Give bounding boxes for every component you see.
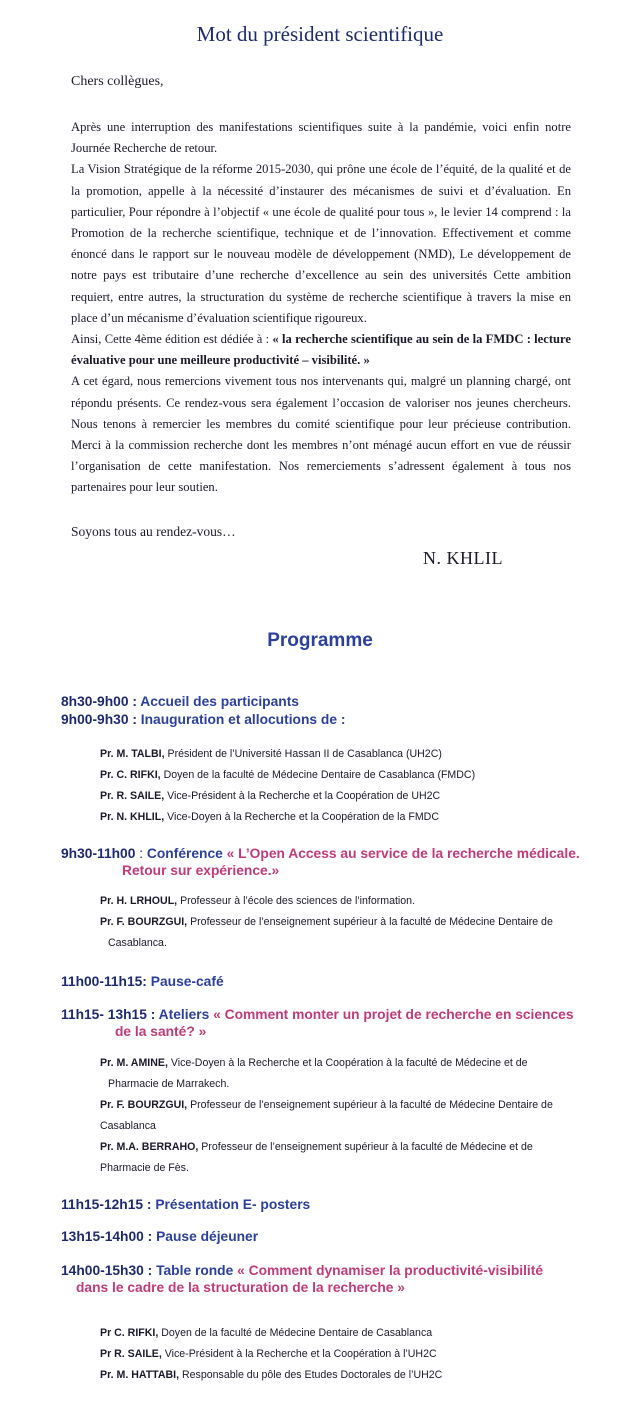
greeting: Chers collègues,: [71, 74, 164, 89]
slot-activity: Ateliers: [158, 1007, 210, 1022]
slot-activity: Présentation E- posters: [155, 1197, 311, 1212]
slot-time: 9h00-9h30 :: [61, 712, 137, 727]
speaker-name: Pr. F. BOURZGUI,: [100, 916, 188, 928]
message-paragraph-3: [71, 329, 571, 371]
schedule-slot: [61, 712, 345, 727]
speaker-role: Vice-Doyen à la Recherche et la Coopération à la faculté de Médecine et de: [170, 1057, 528, 1069]
speaker-role: Professeur à l’école des sciences de l’information.: [180, 895, 416, 907]
speaker-entry: [100, 912, 580, 933]
speaker-role: Responsable du pôle des Etudes Doctorales de l’UH2C: [182, 1369, 443, 1381]
slot-topic: « Comment monter un projet de recherche en sciences: [213, 1007, 574, 1022]
slot-time: 11h00-11h15:: [61, 974, 147, 989]
slot-activity: Inauguration et allocutions de :: [140, 712, 346, 727]
slot-topic-continued: de la santé? »: [115, 1024, 207, 1039]
speaker-role: Professeur de l’enseignement supérieur à la faculté de Médecine Dentaire de: [190, 1099, 553, 1111]
speaker-role: Professeur de l’enseignement supérieur à la faculté de Médecine et de: [201, 1141, 533, 1153]
speaker-entry: [100, 765, 580, 786]
slot-time: 9h30-11h00: [61, 846, 136, 861]
speaker-name: Pr. N. KHLIL,: [100, 811, 165, 823]
slot-activity: Accueil des participants: [140, 694, 299, 709]
slot-activity: Pause-café: [150, 974, 224, 989]
slot-time: 14h00-15h30 :: [61, 1263, 153, 1278]
speaker-name: Pr. M. AMINE,: [100, 1057, 168, 1069]
schedule-slot: [61, 1263, 543, 1278]
speaker-entry: [100, 786, 580, 807]
slot-time: 11h15- 13h15 :: [61, 1007, 156, 1022]
schedule-slot: [61, 1197, 310, 1212]
slot-activity: Table ronde: [156, 1263, 234, 1278]
speaker-list-inauguration: [100, 744, 580, 828]
speaker-entry: [100, 1323, 580, 1344]
schedule-slot: [61, 974, 224, 989]
programme-title: Programme: [267, 630, 373, 651]
speaker-name: Pr. M. TALBI,: [100, 748, 165, 760]
speaker-name: Pr. C. RIFKI,: [100, 769, 161, 781]
speaker-role: Professeur de l’enseignement supérieur à la faculté de Médecine Dentaire de: [190, 916, 553, 928]
signature: N. KHLIL: [423, 548, 503, 568]
speaker-role: Vice-Président à la Recherche et la Coopération à l’UH2C: [164, 1348, 437, 1360]
speaker-entry: [100, 807, 580, 828]
schedule-slot: [61, 1007, 574, 1022]
slot-topic-continued: dans le cadre de la structuration de la recherche »: [76, 1280, 405, 1295]
speaker-role: Vice-Doyen à la Recherche et la Coopération de la FMDC: [167, 811, 439, 823]
speaker-entry: [100, 891, 580, 912]
speaker-role-continued: Casablanca: [100, 1120, 156, 1132]
speaker-role-continued: Casablanca.: [108, 937, 167, 949]
speaker-role: Président de l’Université Hassan II de Casablanca (UH2C): [167, 748, 442, 760]
paragraph-3-intro: Ainsi, Cette 4ème édition est dédiée à :: [71, 332, 270, 347]
edition-theme: « la recherche scientifique au sein de la FMDC : lecture évaluative pour une meilleure productivité – visibilité. »: [71, 332, 571, 368]
slot-topic: « Comment dynamiser la productivité-visibilité: [237, 1263, 544, 1278]
speaker-name: Pr. M.A. BERRAHO,: [100, 1141, 199, 1153]
speaker-list-ateliers: [100, 1053, 580, 1179]
schedule-slot: [61, 694, 299, 709]
speaker-name: Pr C. RIFKI,: [100, 1327, 159, 1339]
speaker-entry: [100, 744, 580, 765]
slot-time: 13h15-14h00 :: [61, 1229, 153, 1244]
slot-time: 11h15-12h15 :: [61, 1197, 152, 1212]
schedule-slot: 9h30-11h00 : Conférence « L’Open Access au service de la recherche médicale.: [61, 846, 580, 861]
president-message: [71, 117, 571, 499]
speaker-role: Doyen de la faculté de Médecine Dentaire de Casablanca (FMDC): [163, 769, 476, 781]
speaker-list-conference: [100, 891, 580, 954]
closing-line: Soyons tous au rendez-vous…: [71, 524, 236, 539]
schedule-slot: [61, 1229, 258, 1244]
message-paragraph-2: La Vision Stratégique de la réforme 2015-2030, qui prône une école de l’équité, de la qualité et de la promotion, appelle à la nécessité d’instaurer des mécanismes de suivi et d’évaluation. En particulier, Pour répondre à l’objectif « une école de qualité pour tous », le levier 14 comprend : la Promotion de la recherche scientifique, technique et de l’innovation. Effectivement et comme énoncé dans le rapport sur le nouveau modèle de développement (NMD), Le développement de notre pays est tributaire d’une recherche d’excellence au sein des universités Cette ambition requiert, entre autres, la structuration du système de recherche scientifique à travers la mise en place d’un mécanisme d’évaluation scientifique rigoureux.: [71, 162, 571, 325]
speaker-entry: [100, 1344, 580, 1365]
page-title: Mot du président scientifique: [196, 22, 444, 46]
speaker-role: Doyen de la faculté de Médecine Dentaire de Casablanca: [161, 1327, 433, 1339]
speaker-entry: [100, 1137, 580, 1158]
message-paragraph-4: A cet égard, nous remercions vivement tous nos intervenants qui, malgré un planning chargé, ont répondu présents. Ce rendez-vous sera également l’occasion de valoriser nos jeunes chercheurs. Nous tenons à remercier les membres du comité scientifique pour leur précieuse contribution. Merci à la commission recherche dont les membres n’ont ménagé aucun effort en vue de réussir l’organisation de cette manifestation. Nos remerciements s’adressent également à tous nos partenaires pour leur soutien.: [71, 374, 571, 495]
speaker-role-continued: Pharmacie de Fès.: [100, 1162, 189, 1174]
speaker-name: Pr. M. HATTABI,: [100, 1369, 180, 1381]
speaker-name: Pr. R. SAILE,: [100, 790, 165, 802]
speaker-name: Pr. F. BOURZGUI,: [100, 1099, 188, 1111]
speaker-role: Vice-Président à la Recherche et la Coopération de UH2C: [167, 790, 441, 802]
speaker-name: Pr. H. LRHOUL,: [100, 895, 178, 907]
slot-activity: Conférence: [146, 846, 223, 861]
slot-activity: Pause déjeuner: [156, 1229, 259, 1244]
speaker-entry: [100, 1095, 580, 1116]
slot-time: 8h30-9h00 :: [61, 694, 137, 709]
slot-topic: « L’Open Access au service de la recherche médicale.: [226, 846, 580, 861]
message-paragraph-1: Après une interruption des manifestations scientifiques suite à la pandémie, voici enfin notre Journée Recherche de retour.: [71, 120, 571, 156]
slot-topic-continued: Retour sur expérience.»: [122, 863, 280, 878]
speaker-role-continued: Pharmacie de Marrakech.: [108, 1078, 230, 1090]
speaker-entry: [100, 1053, 580, 1074]
speaker-entry: [100, 1365, 580, 1386]
speaker-list-table-ronde: [100, 1323, 580, 1386]
speaker-name: Pr R. SAILE,: [100, 1348, 162, 1360]
